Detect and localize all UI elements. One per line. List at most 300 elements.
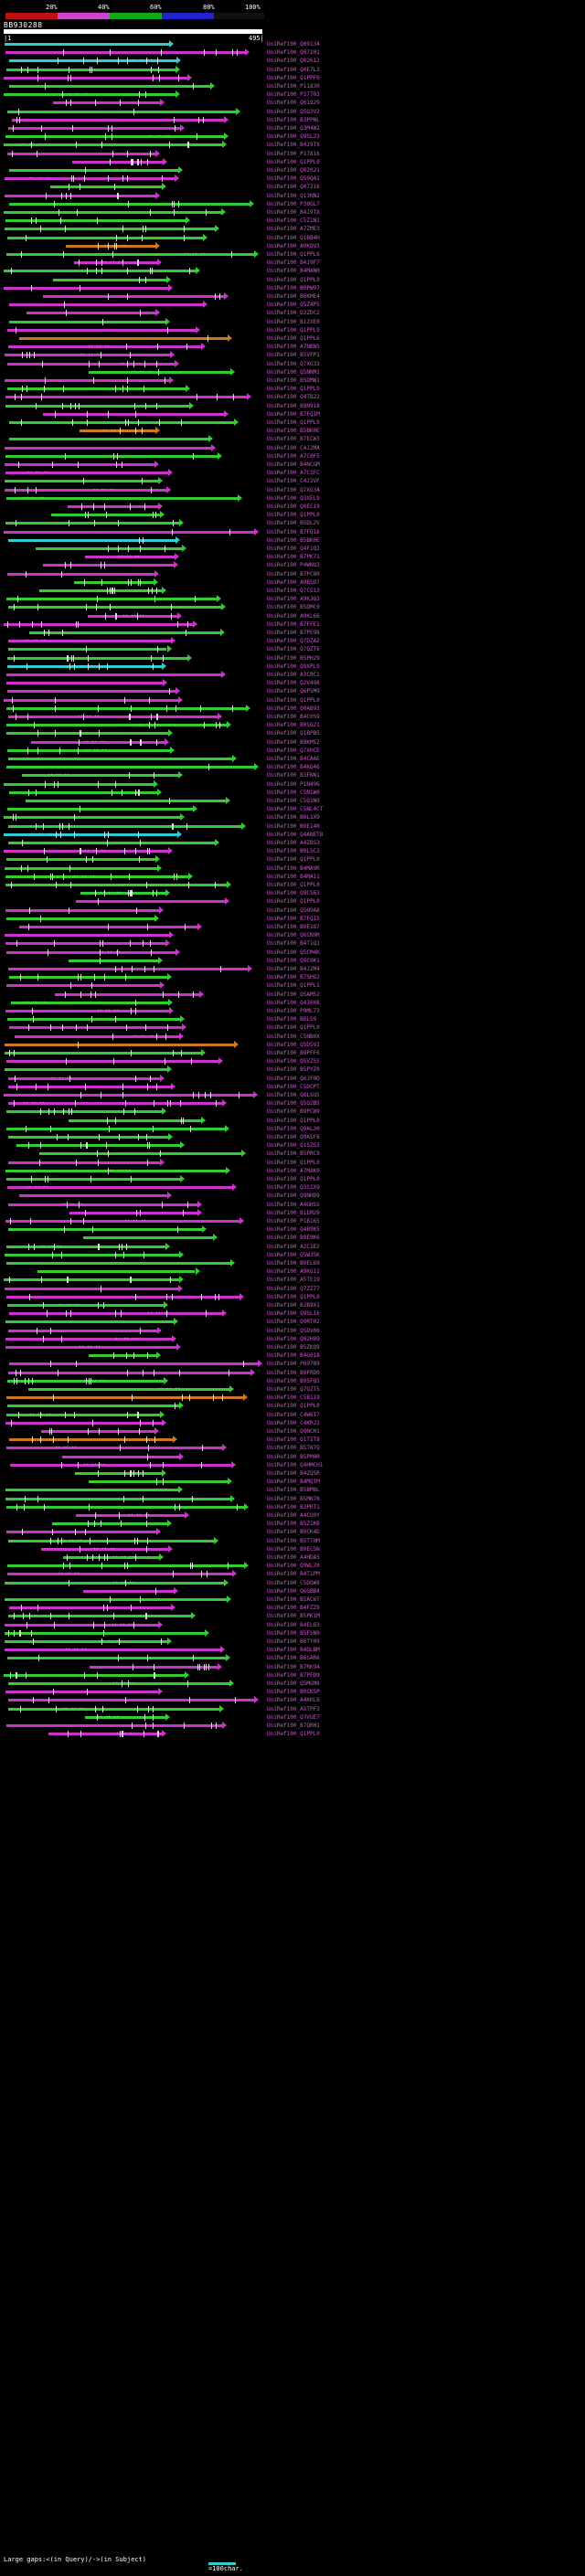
subject-id[interactable]: UniRef100_B6TY09: [267, 1638, 320, 1645]
alignment-row[interactable]: [0, 242, 265, 250]
subject-id[interactable]: UniRef100_Q5Z4P5: [267, 302, 320, 309]
subject-id[interactable]: UniRef100_Q09134: [267, 41, 320, 48]
hsp-segment[interactable]: [5, 1621, 158, 1627]
subject-id[interactable]: UniRef100_Q6CN9R: [267, 932, 320, 939]
alignment-row[interactable]: [0, 553, 265, 561]
alignment-row[interactable]: [0, 620, 265, 629]
hsp-segment[interactable]: [8, 758, 232, 760]
subject-id[interactable]: UniRef100_P11830: [267, 83, 320, 90]
alignment-row[interactable]: [0, 486, 265, 494]
subject-id[interactable]: UniRef100_Q4TB22: [267, 394, 320, 401]
subject-id[interactable]: UniRef100_B4MAN0: [267, 268, 320, 275]
subject-id[interactable]: UniRef100_C5N1W0: [267, 789, 320, 796]
alignment-row[interactable]: [0, 318, 265, 326]
subject-id[interactable]: UniRef100_Q7XG34: [267, 486, 320, 493]
subject-id[interactable]: UniRef100_C4J2MA: [267, 444, 320, 451]
hsp-segment[interactable]: [89, 1354, 156, 1357]
subject-id[interactable]: UniRef100_Q1PPL9: [267, 326, 320, 334]
alignment-row[interactable]: [0, 1352, 265, 1360]
alignment-row[interactable]: [0, 1075, 265, 1083]
subject-id[interactable]: UniRef100_Q5DSV2: [267, 1041, 320, 1048]
subject-id[interactable]: UniRef100_P1N496: [267, 780, 320, 788]
subject-id[interactable]: UniRef100_C5B119: [267, 1394, 320, 1402]
subject-id[interactable]: UniRef100_Q1PPL0: [267, 158, 320, 165]
subject-id[interactable]: UniRef100_B5DMC0: [267, 604, 320, 611]
alignment-row[interactable]: [0, 124, 265, 133]
alignment-row[interactable]: [0, 1402, 265, 1410]
hsp-segment[interactable]: [5, 1422, 162, 1425]
alignment-row[interactable]: [0, 1285, 265, 1293]
alignment-row[interactable]: [0, 561, 265, 569]
alignment-row[interactable]: [0, 570, 265, 578]
alignment-row[interactable]: [0, 973, 265, 981]
subject-id[interactable]: UniRef100_B7QRH1: [267, 1723, 320, 1729]
alignment-row[interactable]: [0, 402, 265, 410]
subject-id[interactable]: UniRef100_Q1PPL0: [267, 512, 320, 519]
alignment-row[interactable]: [0, 679, 265, 687]
subject-id[interactable]: UniRef100_C5DQW8: [267, 1579, 320, 1586]
hsp-segment[interactable]: [9, 421, 235, 424]
alignment-row[interactable]: [0, 511, 265, 519]
alignment-row[interactable]: [0, 1562, 265, 1570]
subject-id[interactable]: UniRef100_B9PCW9: [267, 1108, 320, 1116]
subject-id[interactable]: UniRef100_B4T1Q1: [267, 940, 320, 948]
alignment-row[interactable]: [0, 696, 265, 705]
subject-id[interactable]: UniRef100_B5PH29: [267, 654, 320, 662]
subject-id[interactable]: UniRef100_B9EL69: [267, 1260, 320, 1267]
hsp-segment[interactable]: [4, 1674, 184, 1677]
subject-id[interactable]: UniRef100_A9KL66: [267, 612, 320, 620]
hsp-segment[interactable]: [6, 984, 160, 987]
subject-id[interactable]: UniRef100_B4KQ46: [267, 764, 320, 771]
subject-id[interactable]: UniRef100_B9L5C3: [267, 848, 320, 855]
alignment-row[interactable]: [0, 1183, 265, 1192]
alignment-row[interactable]: [0, 1511, 265, 1520]
alignment-row[interactable]: [0, 309, 265, 317]
hsp-segment[interactable]: [5, 1044, 234, 1046]
hsp-segment[interactable]: [6, 1447, 221, 1449]
alignment-row[interactable]: [0, 545, 265, 553]
alignment-row[interactable]: [0, 503, 265, 511]
subject-id[interactable]: UniRef100_B5AC6T: [267, 1596, 320, 1603]
subject-id[interactable]: UniRef100_Q4F1Q2: [267, 546, 320, 552]
subject-id[interactable]: UniRef100_A7C0F5: [267, 452, 320, 460]
subject-id[interactable]: UniRef100_Q9SL23: [267, 133, 320, 141]
alignment-row[interactable]: [0, 915, 265, 923]
subject-id[interactable]: UniRef100_Q7DZA2: [267, 638, 320, 645]
hsp-segment[interactable]: [12, 119, 223, 122]
alignment-row[interactable]: [0, 444, 265, 452]
alignment-row[interactable]: [0, 292, 265, 301]
hsp-segment[interactable]: [83, 1590, 174, 1593]
hsp-segment[interactable]: [8, 1699, 254, 1701]
subject-id[interactable]: UniRef100_Q7QZT6: [267, 646, 320, 653]
subject-id[interactable]: UniRef100_A7ZME3: [267, 226, 320, 233]
subject-id[interactable]: UniRef100_A7C1FC: [267, 470, 320, 477]
alignment-row[interactable]: [0, 1680, 265, 1688]
subject-id[interactable]: UniRef100_Q9CS63: [267, 890, 320, 897]
subject-id[interactable]: UniRef100_A4KKL6: [267, 1697, 320, 1704]
alignment-row[interactable]: [0, 150, 265, 158]
hsp-segment[interactable]: [6, 1724, 222, 1727]
hsp-segment[interactable]: [5, 884, 227, 886]
subject-id[interactable]: UniRef100_B5BK0E: [267, 536, 320, 544]
subject-id[interactable]: UniRef100_Q1PPL0: [267, 1176, 320, 1182]
alignment-row[interactable]: [0, 461, 265, 469]
alignment-row[interactable]: [0, 1091, 265, 1099]
alignment-row[interactable]: [0, 1217, 265, 1225]
subject-id[interactable]: UniRef100_B5BK0E: [267, 428, 320, 435]
hsp-segment[interactable]: [5, 480, 158, 482]
hsp-segment[interactable]: [6, 1296, 239, 1299]
subject-id[interactable]: UniRef100_B4J9F7: [267, 260, 320, 267]
hsp-segment[interactable]: [5, 486, 166, 493]
hsp-segment[interactable]: [7, 111, 236, 113]
hsp-segment[interactable]: [52, 1522, 167, 1525]
alignment-row[interactable]: [0, 780, 265, 789]
subject-id[interactable]: UniRef100_Q7VUE7: [267, 1713, 320, 1721]
hsp-segment[interactable]: [5, 195, 155, 197]
subject-id[interactable]: UniRef100_B5FSN9: [267, 1629, 320, 1637]
alignment-row[interactable]: [0, 595, 265, 603]
alignment-row[interactable]: [0, 1099, 265, 1108]
subject-id[interactable]: UniRef100_B4G018: [267, 1352, 320, 1360]
alignment-row[interactable]: [0, 1108, 265, 1116]
subject-id[interactable]: UniRef100_Q7XG33: [267, 360, 320, 367]
alignment-row[interactable]: [0, 393, 265, 401]
alignment-row[interactable]: [0, 1309, 265, 1318]
alignment-row[interactable]: [0, 267, 265, 275]
alignment-row[interactable]: [0, 763, 265, 771]
hsp-segment[interactable]: [5, 51, 245, 54]
hsp-segment[interactable]: [8, 1705, 219, 1712]
alignment-row[interactable]: [0, 141, 265, 149]
alignment-row[interactable]: [0, 99, 265, 107]
alignment-row[interactable]: [0, 1528, 265, 1536]
subject-id[interactable]: UniRef100_B4MA11: [267, 873, 320, 880]
hsp-segment[interactable]: [62, 1456, 180, 1458]
hsp-segment[interactable]: [7, 360, 175, 366]
hsp-segment[interactable]: [5, 1052, 202, 1055]
subject-id[interactable]: UniRef100_B7SHG2: [267, 974, 320, 981]
subject-id[interactable]: UniRef100_B5ZKQ9: [267, 1344, 320, 1351]
subject-id[interactable]: UniRef100_Q2V498: [267, 680, 320, 687]
alignment-row[interactable]: [0, 1385, 265, 1394]
subject-id[interactable]: UniRef100_B4J9TX: [267, 142, 320, 149]
hsp-segment[interactable]: [5, 1288, 178, 1290]
hsp-segment[interactable]: [43, 413, 224, 416]
alignment-row[interactable]: [0, 1033, 265, 1041]
subject-id[interactable]: UniRef100_Q9ASF8: [267, 1134, 320, 1140]
alignment-row[interactable]: [0, 1057, 265, 1065]
subject-id[interactable]: UniRef100_A5TE19: [267, 1277, 320, 1284]
hsp-segment[interactable]: [6, 732, 168, 735]
hsp-segment[interactable]: [8, 842, 215, 844]
hsp-segment[interactable]: [9, 438, 208, 440]
hsp-segment[interactable]: [8, 648, 167, 651]
alignment-row[interactable]: [0, 368, 265, 376]
alignment-row[interactable]: [0, 1427, 265, 1436]
subject-id[interactable]: UniRef100_A9KJQ3: [267, 596, 320, 603]
alignment-row[interactable]: [0, 477, 265, 485]
subject-id[interactable]: UniRef100_B12XE0: [267, 318, 320, 325]
alignment-row[interactable]: [0, 234, 265, 242]
subject-id[interactable]: UniRef100_Q1PPL6: [267, 335, 320, 342]
hsp-segment[interactable]: [8, 606, 221, 609]
alignment-row[interactable]: [0, 965, 265, 973]
alignment-row[interactable]: [0, 1267, 265, 1276]
alignment-row[interactable]: [0, 1621, 265, 1629]
subject-id[interactable]: UniRef100_A3CRC1: [267, 672, 320, 678]
alignment-row[interactable]: [0, 603, 265, 611]
alignment-row[interactable]: [0, 805, 265, 813]
subject-id[interactable]: UniRef100_B4T1PM: [267, 1571, 320, 1578]
subject-id[interactable]: UniRef100_B5TN7Q: [267, 1445, 320, 1452]
subject-id[interactable]: UniRef100_Q1PPL0: [267, 856, 320, 864]
alignment-row[interactable]: [0, 1133, 265, 1141]
hsp-segment[interactable]: [6, 917, 154, 920]
hsp-segment[interactable]: [7, 1304, 164, 1307]
alignment-row[interactable]: [0, 721, 265, 729]
subject-id[interactable]: UniRef100_B5Z1KB: [267, 1521, 320, 1528]
subject-id[interactable]: UniRef100_Q9SL16: [267, 1310, 320, 1318]
alignment-row[interactable]: [0, 1083, 265, 1091]
subject-id[interactable]: UniRef100_P1B165: [267, 1218, 320, 1224]
subject-id[interactable]: UniRef100_B6SAR6: [267, 1655, 320, 1662]
subject-id[interactable]: UniRef100_P30GL7: [267, 200, 320, 207]
subject-id[interactable]: UniRef100_A2C1E2: [267, 1243, 320, 1250]
alignment-row[interactable]: [0, 1234, 265, 1242]
alignment-row[interactable]: [0, 991, 265, 999]
hsp-segment[interactable]: [8, 1537, 214, 1543]
hsp-segment[interactable]: [69, 959, 157, 962]
hsp-segment[interactable]: [83, 1236, 213, 1239]
subject-id[interactable]: UniRef100_B4FZZ9: [267, 1605, 320, 1612]
alignment-row[interactable]: [0, 839, 265, 847]
alignment-row[interactable]: [0, 1049, 265, 1057]
alignment-row[interactable]: [0, 1503, 265, 1511]
subject-id[interactable]: UniRef100_Q0AB93: [267, 705, 320, 712]
subject-id[interactable]: UniRef100_C5NL4CT: [267, 806, 324, 813]
subject-id[interactable]: UniRef100_Q5MGM8: [267, 1680, 320, 1687]
hsp-segment[interactable]: [26, 800, 226, 802]
alignment-row[interactable]: [0, 645, 265, 653]
hsp-segment[interactable]: [8, 1372, 251, 1374]
hsp-segment[interactable]: [6, 1128, 225, 1130]
hsp-segment[interactable]: [5, 379, 169, 382]
subject-id[interactable]: UniRef100_Q5N9A8: [267, 906, 320, 914]
subject-id[interactable]: UniRef100_B3PRT1: [267, 1503, 320, 1511]
hsp-segment[interactable]: [7, 1564, 245, 1567]
alignment-row[interactable]: [0, 999, 265, 1007]
subject-id[interactable]: UniRef100_Q1BB4H: [267, 234, 320, 241]
subject-id[interactable]: UniRef100_B7RK94: [267, 1663, 320, 1670]
alignment-row[interactable]: [0, 771, 265, 779]
alignment-row[interactable]: [0, 40, 265, 48]
alignment-row[interactable]: [0, 1663, 265, 1671]
alignment-row[interactable]: [0, 1612, 265, 1620]
subject-id[interactable]: UniRef100_Q1PPL6: [267, 251, 320, 258]
subject-id[interactable]: UniRef100_B7PE98: [267, 630, 320, 636]
alignment-row[interactable]: [0, 183, 265, 191]
subject-id[interactable]: UniRef100_B5PRC9: [267, 1150, 320, 1158]
hsp-segment[interactable]: [4, 270, 196, 272]
hsp-segment[interactable]: [6, 1506, 243, 1509]
subject-id[interactable]: UniRef100_B9PFF6: [267, 1050, 320, 1056]
alignment-row[interactable]: [0, 1713, 265, 1722]
hsp-segment[interactable]: [89, 1480, 229, 1483]
subject-id[interactable]: UniRef100_B5VFP1: [267, 352, 320, 359]
subject-id[interactable]: UniRef100_Q9AL30: [267, 1125, 320, 1132]
hsp-segment[interactable]: [7, 1405, 179, 1407]
alignment-row[interactable]: [0, 1587, 265, 1595]
alignment-row[interactable]: [0, 1276, 265, 1284]
subject-id[interactable]: UniRef100_Q6P5M9: [267, 688, 320, 695]
subject-id[interactable]: UniRef100_Q8LSU5: [267, 1092, 320, 1098]
alignment-row[interactable]: [0, 789, 265, 797]
hsp-segment[interactable]: [74, 581, 154, 584]
subject-id[interactable]: UniRef100_Q1PPL0: [267, 898, 320, 906]
subject-id[interactable]: UniRef100_Q9WL39: [267, 1563, 320, 1570]
subject-id[interactable]: UniRef100_B4NCGM: [267, 461, 320, 468]
alignment-row[interactable]: [0, 1159, 265, 1167]
alignment-row[interactable]: [0, 637, 265, 645]
hsp-segment[interactable]: [43, 295, 224, 298]
subject-id[interactable]: UniRef100_A7NBN5: [267, 344, 320, 351]
subject-id[interactable]: UniRef100_B2B9X1: [267, 1302, 320, 1309]
subject-id[interactable]: UniRef100_Q02H89: [267, 1335, 320, 1342]
subject-id[interactable]: UniRef100_B9N918: [267, 402, 320, 409]
hsp-segment[interactable]: [6, 1531, 155, 1533]
alignment-row[interactable]: [0, 1301, 265, 1309]
hsp-segment[interactable]: [6, 1110, 162, 1113]
subject-id[interactable]: UniRef100_Q1PPF0: [267, 74, 320, 81]
hsp-segment[interactable]: [9, 1026, 182, 1029]
alignment-row[interactable]: [0, 452, 265, 461]
alignment-row[interactable]: [0, 175, 265, 183]
hsp-segment[interactable]: [6, 1243, 165, 1249]
subject-id[interactable]: UniRef100_Q7ZZ77: [267, 1285, 320, 1292]
hsp-segment[interactable]: [7, 387, 186, 390]
subject-id[interactable]: UniRef100_B4C0S9: [267, 714, 320, 720]
hsp-segment[interactable]: [7, 573, 154, 576]
hsp-segment[interactable]: [5, 135, 224, 138]
alignment-row[interactable]: [0, 376, 265, 385]
subject-id[interactable]: UniRef100_B9FRD0: [267, 1369, 320, 1376]
hsp-segment[interactable]: [5, 875, 188, 878]
subject-id[interactable]: UniRef100_Q0E7L3: [267, 66, 320, 73]
alignment-row[interactable]: [0, 1411, 265, 1419]
alignment-row[interactable]: [0, 158, 265, 166]
subject-id[interactable]: UniRef100_C5DCPT: [267, 1083, 320, 1090]
hsp-segment[interactable]: [8, 968, 248, 970]
subject-id[interactable]: UniRef100_Q7CG13: [267, 588, 320, 594]
alignment-row[interactable]: [0, 747, 265, 755]
alignment-row[interactable]: [0, 663, 265, 671]
alignment-row[interactable]: [0, 1520, 265, 1528]
alignment-row[interactable]: [0, 738, 265, 747]
alignment-row[interactable]: [0, 360, 265, 368]
subject-id[interactable]: UniRef100_B9KMS2: [267, 738, 320, 746]
alignment-row[interactable]: [0, 897, 265, 906]
hsp-segment[interactable]: [5, 1640, 167, 1643]
alignment-row[interactable]: [0, 1150, 265, 1158]
hsp-segment[interactable]: [9, 1438, 173, 1441]
subject-id[interactable]: UniRef100_Q5VZ5S: [267, 1058, 320, 1065]
alignment-row[interactable]: [0, 326, 265, 334]
alignment-row[interactable]: [0, 629, 265, 637]
alignment-row[interactable]: [0, 1654, 265, 1662]
subject-id[interactable]: UniRef100_P4WNU3: [267, 562, 320, 569]
subject-id[interactable]: UniRef100_A4GHSS: [267, 1201, 320, 1208]
subject-id[interactable]: UniRef100_Q1PPL0: [267, 1159, 320, 1166]
alignment-row[interactable]: [0, 1595, 265, 1604]
subject-id[interactable]: UniRef100_Q5DV00: [267, 1327, 320, 1334]
alignment-row[interactable]: [0, 587, 265, 595]
alignment-row[interactable]: [0, 1125, 265, 1133]
hsp-segment[interactable]: [22, 774, 178, 777]
hsp-segment[interactable]: [5, 1648, 220, 1651]
subject-id[interactable]: UniRef100_Q7QZT5: [267, 1386, 320, 1393]
alignment-row[interactable]: [0, 755, 265, 763]
alignment-row[interactable]: [0, 906, 265, 915]
alignment-row[interactable]: [0, 1469, 265, 1478]
subject-id[interactable]: UniRef100_A9KG11: [267, 1268, 320, 1276]
hsp-segment[interactable]: [8, 716, 218, 718]
alignment-row[interactable]: [0, 276, 265, 284]
hsp-segment[interactable]: [5, 1598, 228, 1601]
hsp-segment[interactable]: [72, 161, 163, 164]
subject-id[interactable]: UniRef100_Q1PPL0: [267, 1024, 320, 1032]
subject-id[interactable]: UniRef100_A5TPF3: [267, 1705, 320, 1712]
alignment-row[interactable]: [0, 133, 265, 141]
subject-id[interactable]: UniRef100_B9E9K6: [267, 1235, 320, 1242]
hsp-segment[interactable]: [4, 287, 168, 290]
hsp-segment[interactable]: [5, 1068, 167, 1071]
hsp-segment[interactable]: [5, 1691, 159, 1693]
hsp-segment[interactable]: [48, 1733, 162, 1735]
subject-id[interactable]: UniRef100_B6KME4: [267, 293, 320, 300]
subject-id[interactable]: UniRef100_P9ML73: [267, 1008, 320, 1014]
alignment-row[interactable]: [0, 284, 265, 292]
hsp-segment[interactable]: [89, 368, 230, 375]
hsp-segment[interactable]: [5, 934, 169, 937]
alignment-row[interactable]: [0, 1495, 265, 1503]
alignment-row[interactable]: [0, 108, 265, 116]
subject-id[interactable]: UniRef100_Q1PPL0: [267, 1403, 320, 1410]
subject-id[interactable]: UniRef100_B4DLBM: [267, 1647, 320, 1654]
alignment-row[interactable]: [0, 1369, 265, 1377]
alignment-row[interactable]: [0, 949, 265, 957]
subject-id[interactable]: UniRef100_B5DL2V: [267, 520, 320, 527]
hsp-segment[interactable]: [39, 1152, 241, 1155]
hsp-segment[interactable]: [8, 1330, 157, 1332]
alignment-row[interactable]: [0, 1419, 265, 1427]
alignment-row[interactable]: [0, 687, 265, 695]
alignment-row[interactable]: [0, 1579, 265, 1587]
hsp-segment[interactable]: [5, 1498, 229, 1500]
alignment-row[interactable]: [0, 1629, 265, 1638]
subject-id[interactable]: UniRef100_A4CU0Y: [267, 1512, 320, 1519]
alignment-row[interactable]: [0, 1117, 265, 1125]
alignment-row[interactable]: [0, 705, 265, 713]
hsp-segment[interactable]: [10, 1461, 231, 1468]
subject-id[interactable]: UniRef100_B4J9TX: [267, 209, 320, 216]
hsp-segment[interactable]: [41, 1430, 154, 1433]
hsp-segment[interactable]: [6, 1396, 242, 1399]
alignment-row[interactable]: [0, 671, 265, 679]
hsp-segment[interactable]: [5, 219, 186, 222]
